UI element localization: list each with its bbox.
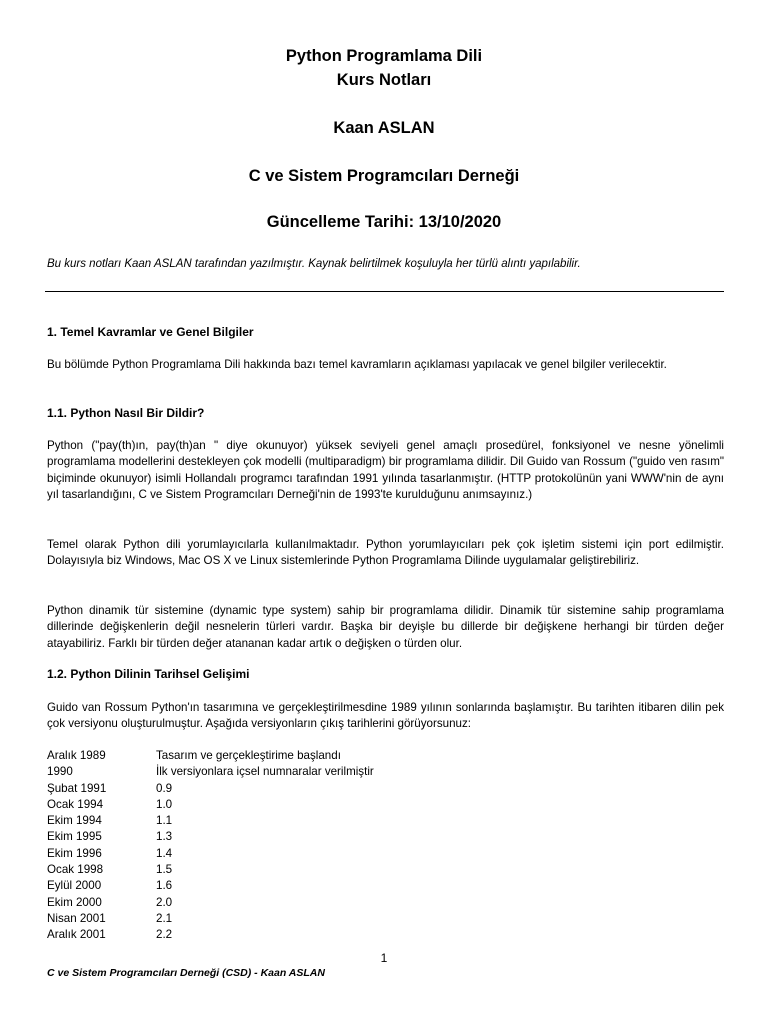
version-date: 1990 xyxy=(47,765,73,779)
version-row xyxy=(47,878,374,894)
version-date: Ekim 1994 xyxy=(47,814,102,828)
section-heading-1: 1. Temel Kavramlar ve Genel Bilgiler xyxy=(47,325,254,339)
version-date: Nisan 2001 xyxy=(47,911,106,925)
version-date: Ekim 2000 xyxy=(47,895,102,909)
version-list xyxy=(47,748,374,944)
organization-name: C ve Sistem Programcıları Derneği xyxy=(248,167,520,185)
paragraph-section-1: Bu bölümde Python Programlama Dili hakkında bazı temel kavramların açıklaması yapılacak ve genel bilgiler verilecektir. xyxy=(47,358,667,371)
version-row xyxy=(47,862,374,878)
version-desc: 1.6 xyxy=(156,879,173,893)
version-date: Ekim 1996 xyxy=(47,846,102,860)
version-row xyxy=(47,764,374,780)
version-desc: 1.4 xyxy=(156,846,173,860)
version-row xyxy=(47,813,374,829)
version-date: Şubat 1991 xyxy=(47,781,107,795)
version-date: Eylül 2000 xyxy=(47,879,102,893)
version-desc: 2.0 xyxy=(156,895,173,909)
version-row xyxy=(47,797,374,813)
version-row xyxy=(47,927,374,943)
page-footer: C ve Sistem Programcıları Derneği (CSD) - Kaan ASLAN xyxy=(47,967,325,979)
version-desc: İlk versiyonlara içsel numnaralar verilmiştir xyxy=(156,765,374,779)
version-desc: 1.3 xyxy=(156,830,173,844)
version-desc: 1.5 xyxy=(156,863,173,877)
version-date: Aralık 2001 xyxy=(47,928,106,942)
paragraph-interpreters: Temel olarak Python dili yorumlayıcılarla kullanılmaktadır. Python yorumlayıcıları pek çok işletim sistemi için port edilmiştir. Dolayısıyla biz Windows, Mac OS X ve Linux sistemlerinde Python Programlama Dilinde uygulamalar geliştirebiliriz. xyxy=(47,538,724,568)
paragraph-python-intro: Python ("pay(th)ın, pay(th)an " diye okunuyor) yüksek seviyeli genel amaçlı prosedürel, fonksiyonel ve nesne yönelimli programlama modellerini destekleyen çok modelli (multiparadigm) bir programlama dilidir. Dil Guido van Rossum ("guido ven rasım" biçiminde okunuyor) isimli Hollandalı programcı tarafından 1991 yılında tasarlanmıştır. (HTTP protokolünün yani WWW'nin de aynı yıl tasarlandığını, C ve Sistem Programcıları Derneği'nin de 1993'te kurulduğunu anımsayınız.) xyxy=(47,439,724,502)
horizontal-rule xyxy=(45,291,724,292)
version-row xyxy=(47,829,374,845)
version-row xyxy=(47,911,374,927)
version-row xyxy=(47,846,374,862)
document-title: Python Programlama Dili xyxy=(285,47,483,65)
version-date: Ocak 1994 xyxy=(47,797,104,811)
version-desc: 0.9 xyxy=(156,781,173,795)
paragraph-dynamic-types: Python dinamik tür sistemine (dynamic type system) sahip bir programlama dilidir. Dinamik tür sistemine sahip programlama dillerinde değişkenlerin değil nesnelerin türleri vardır. Başka bir deyişle bu dillerde bir değişkene herhangi bir türden değer atayabiliriz. Farklı bir türden değer atananan kadar artık o değişken o türden olur. xyxy=(47,604,724,650)
version-desc: 2.1 xyxy=(156,911,173,925)
version-desc: Tasarım ve gerçekleştirime başlandı xyxy=(156,749,341,762)
version-date: Ekim 1995 xyxy=(47,830,102,844)
document-subtitle: Kurs Notları xyxy=(336,71,432,89)
version-row xyxy=(47,781,374,797)
copyright-notice: Bu kurs notları Kaan ASLAN tarafından yazılmıştır. Kaynak belirtilmek koşuluyla her türlü alıntı yapılabilir. xyxy=(47,258,581,270)
paragraph-history: Guido van Rossum Python'ın tasarımına ve gerçekleştirilmesdine 1989 yılının sonlarında başlamıştır. Bu tarihten itibaren dilin pek çok versiyonu oluşturulmuştur. Aşağıda versiyonların çıkış tarihlerini görüyorsunuz: xyxy=(47,701,724,731)
version-date: Ocak 1998 xyxy=(47,863,104,877)
page-number: 1 xyxy=(380,951,388,965)
section-heading-1-2: 1.2. Python Dilinin Tarihsel Gelişimi xyxy=(47,667,250,681)
version-date: Aralık 1989 xyxy=(47,749,106,762)
version-desc: 1.0 xyxy=(156,797,173,811)
version-desc: 1.1 xyxy=(156,814,173,828)
version-row xyxy=(47,748,374,764)
author-name: Kaan ASLAN xyxy=(333,119,435,137)
section-heading-1-1: 1.1. Python Nasıl Bir Dildir? xyxy=(47,406,205,420)
update-date: Güncelleme Tarihi: 13/10/2020 xyxy=(266,213,502,231)
version-row xyxy=(47,895,374,911)
version-desc: 2.2 xyxy=(156,928,173,942)
